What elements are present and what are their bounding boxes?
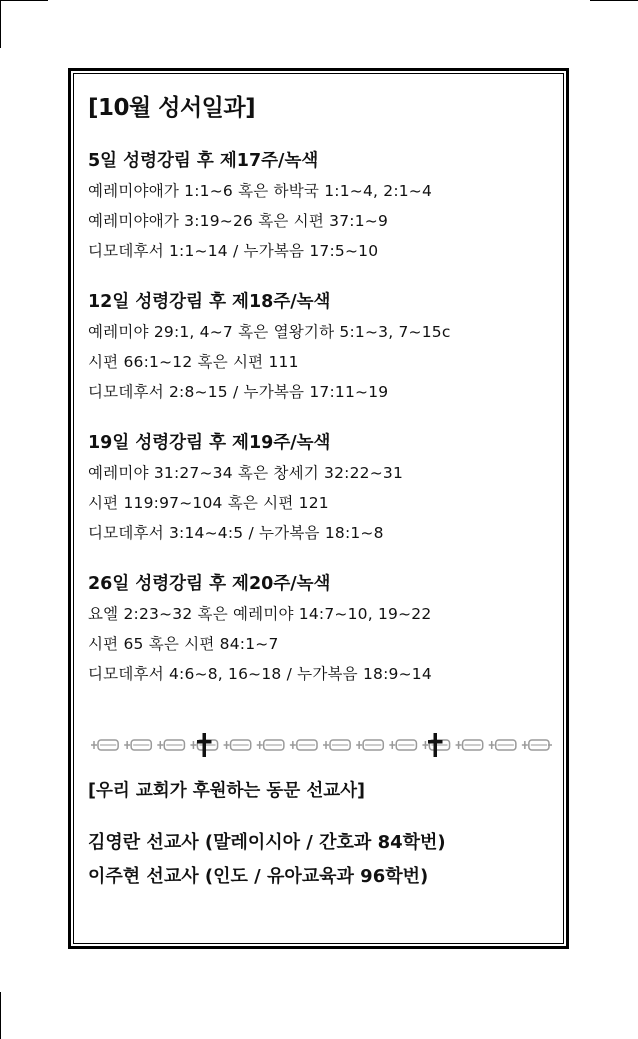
reading-line: 시편 66:1~12 혹은 시편 111 — [88, 353, 299, 371]
week-heading: 26일 성령강림 후 제20주/녹색 — [88, 574, 331, 594]
reading-line: 예레미야애가 1:1~6 혹은 하박국 1:1~4, 2:1~4 — [88, 182, 433, 200]
missionary-list — [88, 826, 446, 894]
week-heading: 5일 성령강림 후 제17주/녹색 — [88, 151, 319, 171]
crop-mark — [0, 0, 1, 48]
week-block — [88, 287, 558, 407]
reading-line: 예레미야 29:1, 4~7 혹은 열왕기하 5:1~3, 7~15c — [88, 323, 451, 341]
reading-line: 요엘 2:23~32 혹은 예레미야 14:7~10, 19~22 — [88, 605, 432, 623]
missionary-item: 이주현 선교사 (인도 / 유아교육과 96학번) — [88, 866, 429, 887]
reading-line: 예레미야애가 3:19~26 혹은 시편 37:1~9 — [88, 212, 389, 230]
week-heading: 19일 성령강림 후 제19주/녹색 — [88, 433, 331, 453]
crop-mark — [0, 0, 48, 1]
week-block — [88, 569, 558, 689]
missionary-item: 김영란 선교사 (말레이시아 / 간호과 84학번) — [88, 832, 446, 853]
reading-line: 예레미야 31:27~34 혹은 창세기 32:22~31 — [88, 464, 404, 482]
crop-mark — [0, 992, 1, 1039]
reading-line: 시편 119:97~104 혹은 시편 121 — [88, 494, 329, 512]
missionary-section-title: [우리 교회가 후원하는 동문 선교사] — [88, 781, 366, 801]
week-block — [88, 146, 558, 266]
lectionary-section — [88, 88, 558, 710]
week-heading: 12일 성령강림 후 제18주/녹색 — [88, 292, 331, 312]
reading-line: 디모데후서 2:8~15 / 누가복음 17:11~19 — [88, 383, 389, 401]
crop-mark — [590, 0, 638, 1]
reading-line: 시편 65 혹은 시편 84:1~7 — [88, 635, 279, 653]
week-block — [88, 428, 558, 548]
reading-line: 디모데후서 1:1~14 / 누가복음 17:5~10 — [88, 242, 379, 260]
reading-line: 디모데후서 3:14~4:5 / 누가복음 18:1~8 — [88, 524, 384, 542]
cross-chain-divider-icon — [88, 732, 552, 758]
page-title: [10월 성서일과] — [88, 95, 256, 121]
reading-line: 디모데후서 4:6~8, 16~18 / 누가복음 18:9~14 — [88, 665, 432, 683]
